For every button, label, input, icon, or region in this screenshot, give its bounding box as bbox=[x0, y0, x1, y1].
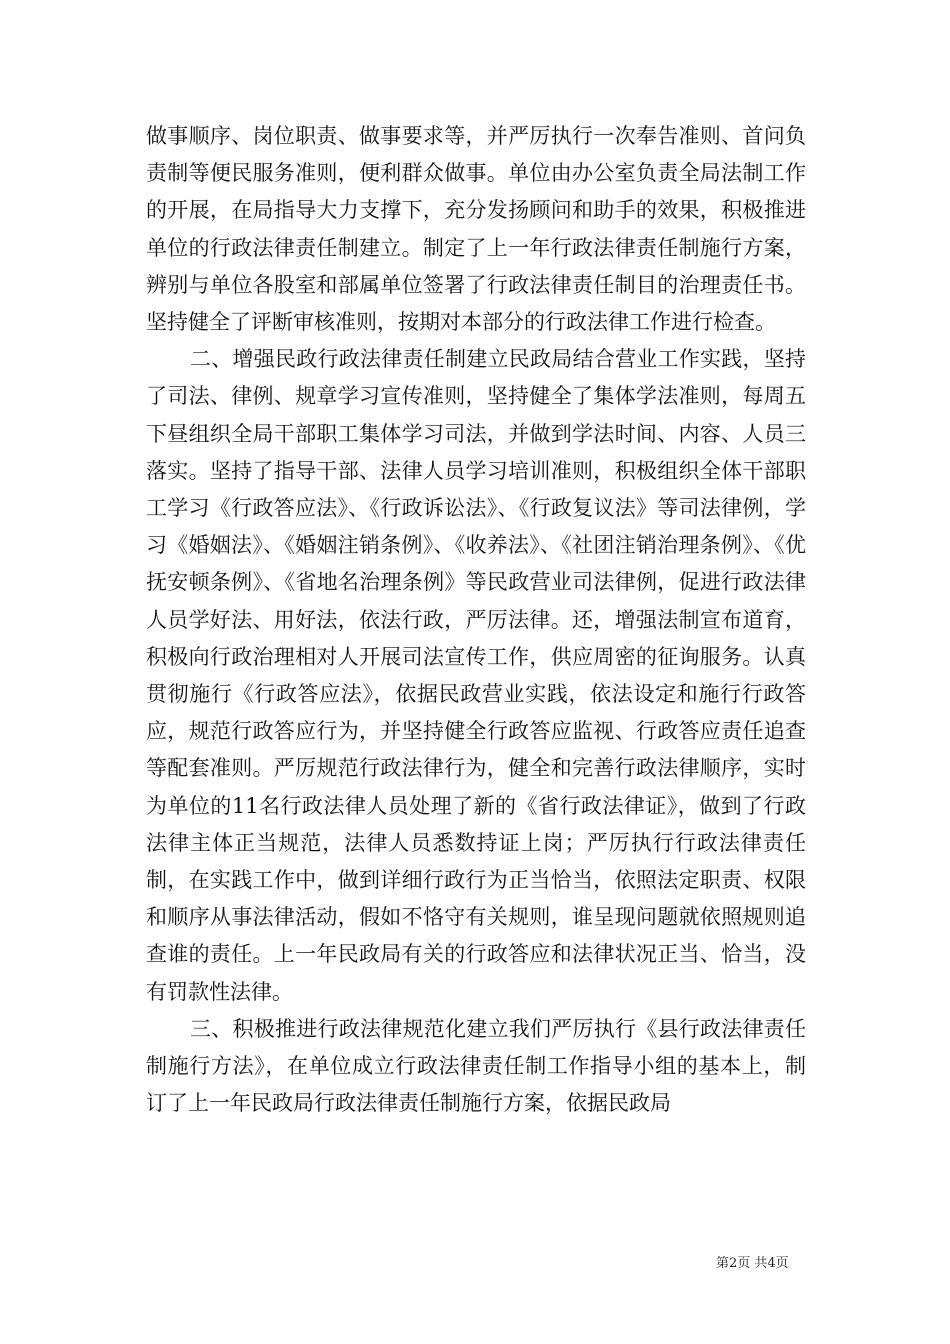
document-body bbox=[146, 118, 806, 1122]
paragraph-section-two: 二、增强民政行政法律责任制建立民政局结合营业工作实践，坚持了司法、律例、规章学习宣传准则，坚持健全了集体学法准则，每周五下昼组织全局干部职工集体学习司法，并做到学法时间、内容、人员三落实。坚持了指导干部、法律人员学习培训准则，积极组织全体干部职工学习《行政答应法》、《行政诉讼法》、《行政复议法》等司法律例，学习《婚姻法》、《婚姻注销条例》、《收养法》、《社团注销治理条例》、《优抚安顿条例》、《省地名治理条例》等民政营业司法律例，促进行政法律人员学好法、用好法，依法行政，严厉法律。还，增强法制宣布道育，积极向行政治理相对人开展司法宣传工作，供应周密的征询服务。认真贯彻施行《行政答应法》，依据民政营业实践，依法设定和施行行政答应，规范行政答应行为，并坚持健全行政答应监视、行政答应责任追查等配套准则。严厉规范行政法律行为，健全和完善行政法律顺序，实时为单位的11名行政法律人员处理了新的《省行政法律证》，做到了行政法律主体正当规范，法律人员悉数持证上岗；严厉执行行政法律责任制，在实践工作中，做到详细行政行为正当恰当，依照法定职责、权限和顺序从事法律活动，假如不恪守有关规则，谁呈现问题就依照规则追查谁的责任。上一年民政局有关的行政答应和法律状况正当、恰当，没有罚款性法律。 bbox=[146, 347, 806, 1004]
paragraph-section-three: 三、积极推进行政法律规范化建立我们严厉执行《县行政法律责任制施行方法》，在单位成立行政法律责任制工作指导小组的基本上，制订了上一年民政局行政法律责任制施行方案，依据民政局 bbox=[146, 1016, 806, 1116]
paragraph-continuation: 做事顺序、岗位职责、做事要求等，并严厉执行一次奉告准则、首问负责制等便民服务准则，便利群众做事。单位由办公室负责全局法制工作的开展，在局指导大力支撑下，充分发扬顾问和助手的效果，积极推进单位的行政法律责任制建立。制定了上一年行政法律责任制施行方案，辨别与单位各股室和部属单位签署了行政法律责任制目的治理责任书。坚持健全了评断审核准则，按期对本部分的行政法律工作进行检查。 bbox=[146, 124, 806, 335]
page-number-footer: 第2页 共4页 bbox=[716, 1256, 789, 1271]
